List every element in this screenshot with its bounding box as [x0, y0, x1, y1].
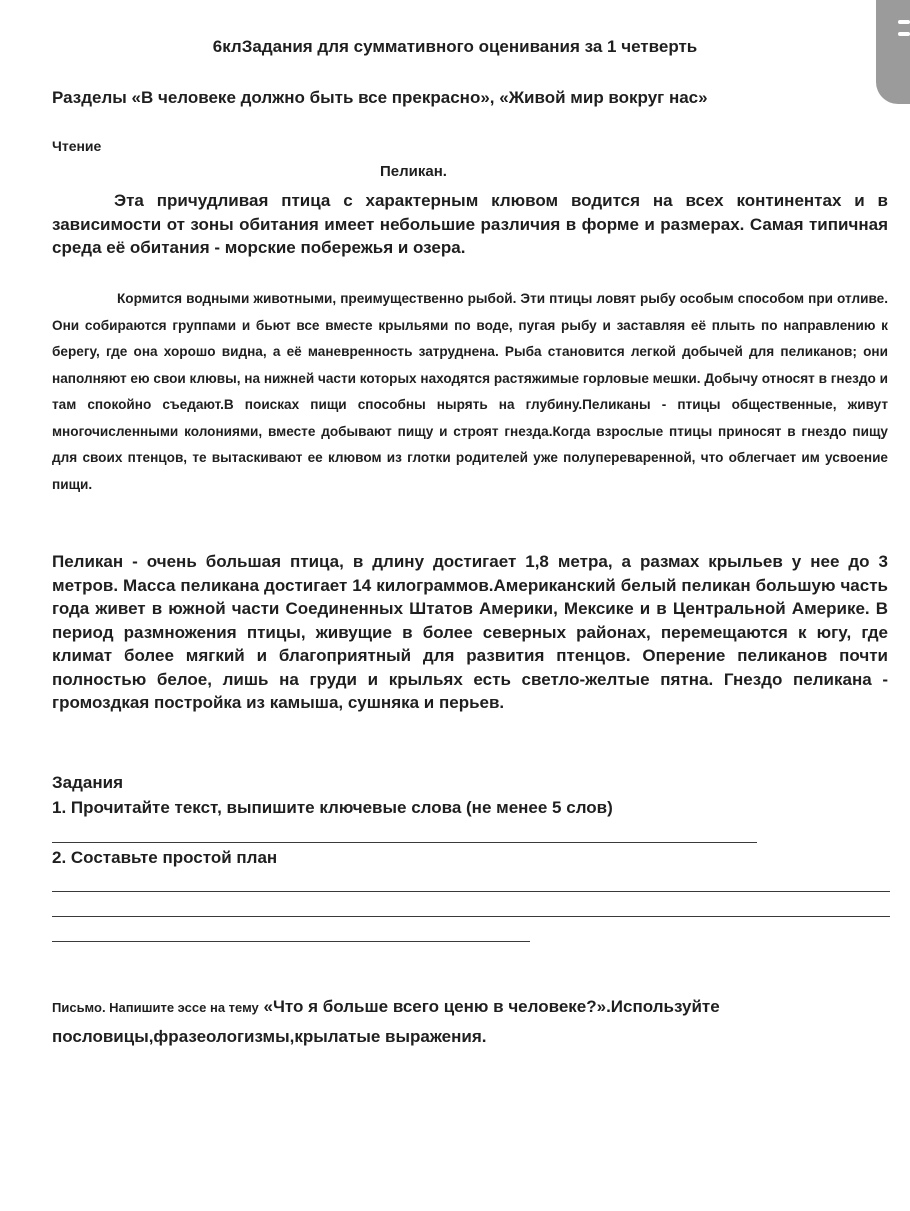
- text-title: Пеликан.: [380, 163, 447, 180]
- worksheet-title: 6клЗадания для суммативного оценивания за 1 четверть: [212, 37, 698, 56]
- task-1: 1. Прочитайте текст, выпишите ключевые слова (не менее 5 слов): [52, 798, 613, 817]
- answer-line[interactable]: [52, 941, 530, 942]
- paragraph-1: Эта причудливая птица с характерным клювом водится на всех континентах и в зависимости от зоны обитания имеет небольшие различия в форме и размерах. Самая типичная среда её обитания - морские побережья и озера.: [52, 191, 888, 257]
- answer-line[interactable]: [52, 891, 890, 892]
- sections-subtitle: Разделы «В человеке должно быть все прекрасно», «Живой мир вокруг нас»: [52, 88, 708, 107]
- writing-prompt: «Что я больше всего ценю в человеке?».Используйте пословицы,фразеологизмы,крылатые выражения.: [52, 997, 720, 1046]
- writing-task: [52, 992, 902, 1051]
- answer-line[interactable]: [52, 916, 890, 917]
- menu-bar: [898, 20, 910, 24]
- paragraph-2: Кормится водными животными, преимущественно рыбой. Эти птицы ловят рыбу особым способом при отливе. Они собираются группами и бьют все вместе крыльями по воде, пугая рыбу и заставляя её плыть по направлению к берегу, где она хорошо видна, а её маневренность затруднена. Рыба становится легкой добычей для пеликанов; они наполняют ею свои клювы, на нижней части которых находятся растяжимые горловые мешки. Добычу относят в гнездо и там спокойно съедают.В поисках пищи способны нырять на глубину.Пеликаны - птицы общественные, живут многочисленными колониями, вместе добывают пищу и строят гнезда.Когда взрослые птицы приносят в гнездо пищу для своих птенцов, те вытаскивают ее клювом из глотки родителей уже полупереваренной, что облегчает им усвоение пищи.: [52, 291, 888, 492]
- tasks-heading: Задания: [52, 773, 123, 792]
- task-2: 2. Составьте простой план: [52, 848, 278, 867]
- menu-bar: [898, 32, 910, 36]
- reading-label: Чтение: [52, 138, 102, 154]
- paragraph-3: Пеликан - очень большая птица, в длину достигает 1,8 метра, а размах крыльев у нее до 3 метров. Масса пеликана достигает 14 килограммов.Американский белый пеликан большую часть года живет в южной части Соединенных Штатов Америки, Мексике и в Центральной Америке. В период размножения птицы, живущие в более северных районах, перемещаются к югу, где климат более мягкий и благоприятный для развития птенцов. Оперение пеликанов почти полностью белое, лишь на груди и крыльях есть светло-желтые пятна. Гнездо пеликана - громоздкая постройка из камыша, сушняка и перьев.: [52, 552, 888, 712]
- writing-label: Письмо. Напишите эссе на тему: [52, 1000, 259, 1015]
- answer-line[interactable]: [52, 842, 757, 843]
